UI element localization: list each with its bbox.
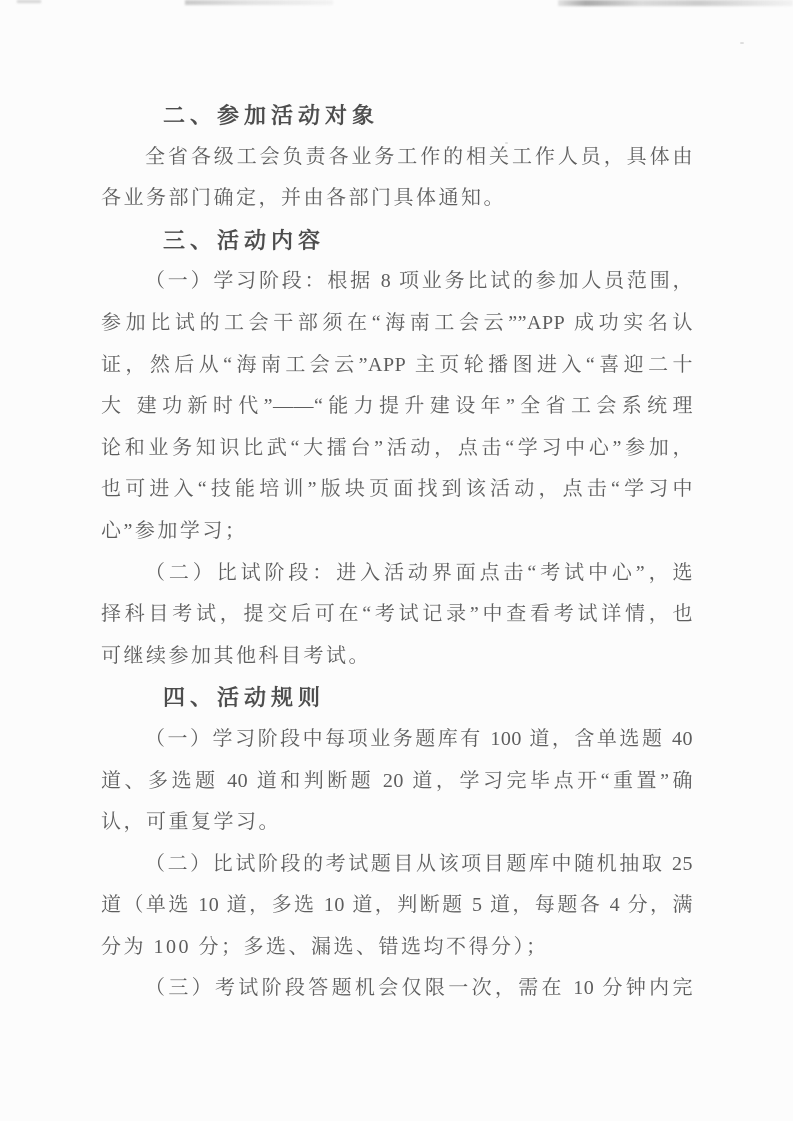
text-line: 大 建功新时代”——“能力提升建设年”全省工会系统理 — [101, 395, 693, 418]
scan-smudge — [558, 0, 793, 6]
text-line: 认，可重复学习。 — [101, 811, 281, 834]
text-line: 分为 100 分；多选、漏选、错选均不得分）； — [101, 935, 549, 958]
text-line: 各业务部门确定，并由各部门具体通知。 — [101, 187, 506, 210]
text-line: 择科目考试，提交后可在“考试记录”中查看考试详情，也 — [101, 603, 693, 626]
text-line: 道、多选题 40 道和判断题 20 道，学习完毕点开“重置”确 — [101, 769, 693, 792]
text-line: （二）比试阶段：进入活动界面点击“考试中心”，选 — [145, 561, 693, 584]
document-body — [101, 95, 693, 1010]
scan-smudge — [17, 0, 41, 3]
text-line: （一）学习阶段中每项业务题库有 100 道，含单选题 40 — [145, 727, 693, 750]
section-heading-3: 三、活动内容 — [163, 227, 326, 253]
text-line: 也可进入“技能培训”版块页面找到该活动，点击“学习中 — [101, 478, 693, 501]
text-line: 论和业务知识比武“大擂台”活动，点击“学习中心”参加， — [101, 436, 693, 459]
text-line: 全省各级工会负责各业务工作的相关工作人员，具体由 — [145, 145, 693, 168]
text-line: （二）比试阶段的考试题目从该项目题库中随机抽取 25 — [145, 852, 693, 875]
text-line: 道（单选 10 道，多选 10 道，判断题 5 道，每题各 4 分，满 — [101, 894, 693, 917]
scan-smudge — [185, 0, 333, 5]
text-line: （三）考试阶段答题机会仅限一次，需在 10 分钟内完 — [145, 977, 693, 1000]
text-line: 证，然后从“海南工会云”APP 主页轮播图进入“喜迎二十 — [101, 353, 693, 376]
section-heading-2: 二、参加活动对象 — [163, 103, 380, 128]
scan-speck — [740, 42, 744, 44]
section-heading-4: 四、活动规则 — [163, 685, 326, 711]
text-line: 可继续参加其他科目考试。 — [101, 644, 371, 667]
text-line: 参加比试的工会干部须在“海南工会云””APP 成功实名认 — [101, 311, 693, 334]
text-line: （一）学习阶段：根据 8 项业务比试的参加人员范围， — [145, 270, 693, 293]
text-line: 心”参加学习； — [101, 519, 248, 542]
